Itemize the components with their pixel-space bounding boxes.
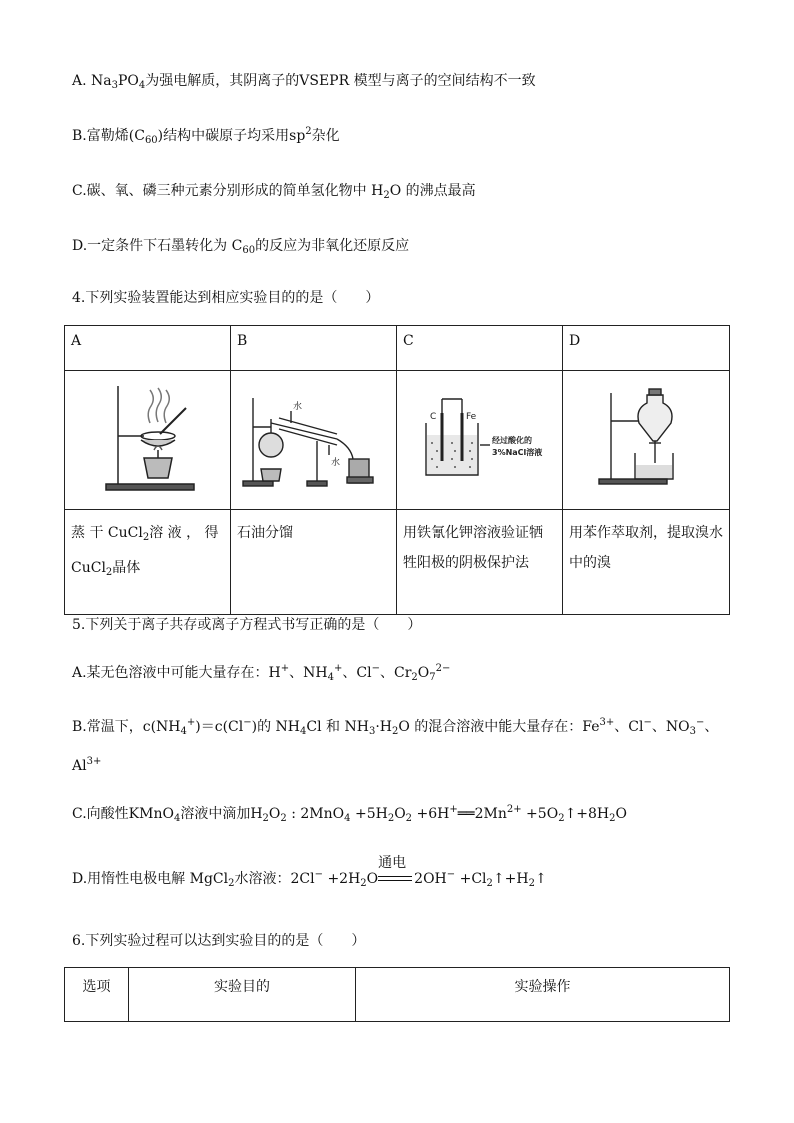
- q3-option-d: D.一定条件下石墨转化为 $C_{60}$的反应为非氧化还原反应: [72, 238, 410, 256]
- electrode-c-label: C: [429, 412, 436, 422]
- q4-image-b: [231, 371, 397, 510]
- solution-label-2: 3%NaCl溶液: [491, 448, 542, 457]
- q6-header-purpose: 实验目的: [129, 968, 356, 1022]
- extraction-apparatus-illustration: [591, 383, 701, 493]
- electrode-fe-label: Fe: [465, 412, 476, 422]
- evaporation-apparatus-illustration: [98, 378, 198, 498]
- q5-option-a: A.某无色溶液中可能大量存在：H+、$NH_4^+$、Cl−、$Cr_2O_7^{2-}$: [72, 663, 451, 683]
- q4-header-b: B: [231, 326, 397, 371]
- electrolysis-equals-sign: [378, 855, 414, 886]
- q4-stem: 4.下列实验装置能达到相应实验目的的是（ ）: [72, 290, 380, 306]
- q5-option-b: B.常温下，$c(NH_4^+)=c(Cl^-)$的 $NH_4Cl$ 和 $NH_3\cdot H_2O$ 的混合溶液中能大量存在：$Fe^{3+}$、Cl−、$NO_3^-$、: [72, 717, 719, 737]
- water-inlet-label: 水: [330, 458, 340, 468]
- q5-stem: 5.下列关于离子共存或离子方程式书写正确的是（ ）: [72, 617, 422, 633]
- q6-table: [64, 967, 730, 1022]
- cathodic-protection-illustration: [410, 393, 550, 483]
- q3-option-b: B.富勒烯$(C_{60})$结构中碳原子均采用$sp^2$杂化: [72, 126, 340, 146]
- q4-option-c-text: 用铁氰化钾溶液验证牺 牲阳极的阴极保护法: [397, 510, 563, 615]
- q4-option-a-text: 蒸 干 CuCl$_2$溶 液 ， 得 CuCl$_2$晶体: [65, 510, 231, 615]
- q4-option-b-text: 石油分馏: [231, 510, 397, 615]
- electrolysis-condition: 通电: [378, 855, 407, 871]
- q4-option-d-text: 用苯作萃取剂，提取溴水 中的溴: [563, 510, 730, 615]
- q6-header-option: 选项: [65, 968, 129, 1022]
- q6-stem: 6.下列实验过程可以达到实验目的的是（ ）: [72, 933, 366, 949]
- distillation-apparatus-illustration: [239, 383, 389, 493]
- q4-header-d: D: [563, 326, 730, 371]
- q5-option-b-cont: $Al^{3+}$: [72, 756, 102, 774]
- q4-table: [64, 325, 730, 615]
- q4-header-a: A: [65, 326, 231, 371]
- q3-option-a: A. $Na_3PO_4$为强电解质，其阴离子的VSEPR 模型与离子的空间结构不一致: [72, 73, 536, 91]
- q5-option-d: D.用惰性电极电解 MgCl$_2$水溶液：$2Cl^- +2H_2O$ 通电 $2OH^- +Cl_2↑+H_2↑$: [72, 868, 547, 889]
- q5-option-c: C.向酸性KMnO$_4$溶液中滴加$H_2O_2$ : $2MnO_4 +5H_2O_2$ $+6H^+══2Mn^{2+}$ $+5O_2↑+8H_2O$: [72, 804, 627, 824]
- q4-image-d: [563, 371, 730, 510]
- q4-image-c: [397, 371, 563, 510]
- q6-header-operation: 实验操作: [356, 968, 730, 1022]
- solution-label-1: 经过酸化的: [491, 436, 532, 445]
- q4-image-a: [65, 371, 231, 510]
- q3-option-c: C.碳、氧、磷三种元素分别形成的简单氢化物中 $H_2O$ 的沸点最高: [72, 183, 476, 201]
- q4-header-c: C: [397, 326, 563, 371]
- water-outlet-label: 水: [292, 402, 302, 412]
